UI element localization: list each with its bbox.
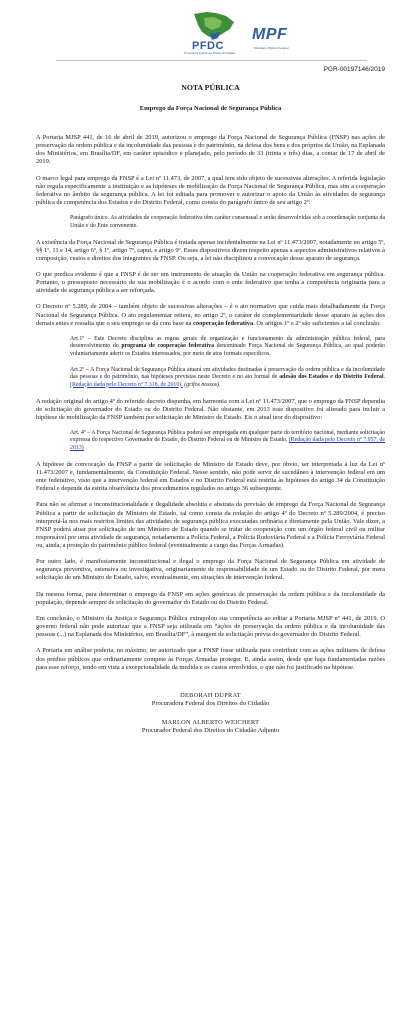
mpf-logo-text: MPF: [252, 26, 288, 43]
document-title: NOTA PÚBLICA: [181, 83, 240, 92]
paragraph-8: Para não se afirmar a inconstitucionalidade e ilegalidade absoluta e abstrata da previsão de emprego da Força Nacional de Segurança Pública a partir de solicitação de Ministro de Estado, tal como consta da redação do artigo 4º do Decreto nº 5.289/2004, é preciso interpretá-la nos mais restritos limites das atividades de segurança pública executadas ordinária e diretamente pela União. Vale dizer, a FNSP poderá atuar por solicitação de um Ministro de Estado quando se tratar de cooperação com um órgão federal civil ou militar responsável por uma atividade de segurança, notadamente a Polícia Federal, a Polícia Rodoviária Federal e a Polícia Ferroviária Federal ou, ainda, a proteção do patrimônio público federal (eventualmente a cargo das Forças Armadas).: [36, 501, 385, 549]
quote-3-emphasis: adesão dos Estados e do Distrito Federal: [279, 374, 384, 381]
logo-group: [184, 10, 344, 54]
paragraph-11: Em conclusão, o Ministro da Justiça e Segurança Pública extrapolou sua competência ao editar a Portaria MJSP nº 441, de 2019. O governo federal não pode autorizar que a FNSP seja utilizada em “ações de preservação da ordem pública e da incolumidade das pessoas (...) na Esplanada dos Ministérios, em Brasília/DF”, à margem de solicitação prévia do governador do Distrito Federal.: [36, 615, 385, 639]
signature-2: [36, 719, 385, 734]
paragraph-2: O marco legal para emprego da FNSP é a Lei nº 11.473, de 2007, a qual tem sido objeto de sucessivas alterações. A referida legislação não regula especificamente a instituição e as hipóteses de mobilização da Força Nacional de Segurança Pública, mas sim a cooperação federativa no âmbito da segurança pública. A lei foi editada para promover e autorizar o apoio da União às atividades de segurança pública de competência dos Estados e do Distrito Federal, como consta do parágrafo único de seu artigo 2º:: [36, 174, 385, 206]
paragraph-12: A Portaria em análise poderia, no máximo, ter autorizado que a FNSP fosse utilizada para contribuir com as ações militares de defesa dos prédios públicos que ordinariamente compete às Forças Armadas proteger. E, ainda assim, desde que haja fundamentadas razões para esse reforço, tendo em vista a excepcionalidade da medida e os custos envolvidos, o que não foi justificado na hipótese.: [36, 647, 385, 671]
paragraph-5-emphasis: cooperação federativa: [193, 319, 254, 327]
paragraph-5-text-c: . Os artigos 1º e 2º são suficientes a tal conclusão:: [253, 319, 381, 327]
brazil-map-icon: [190, 10, 238, 42]
quote-4-decree-link[interactable]: (Redação dada pelo Decreto nº 7.957, de 2013): [70, 437, 385, 451]
pfdc-logo-text: PFDC: [192, 40, 224, 52]
quote-4: [70, 430, 385, 452]
mpf-logo: [252, 24, 342, 54]
quote-4-text-a: Art. 4º – A Força Nacional de Segurança Pública poderá ser empregada em qualquer parte do território nacional, mediante solicitação expressa do respectivo Governador de Estado, do Distrito Federal ou de Ministro de Estado.: [70, 430, 385, 444]
quote-2: [70, 336, 385, 358]
pfdc-logo: [184, 10, 246, 54]
quote-3-note: (grifos nossos).: [182, 381, 221, 388]
mpf-logo-subtext: Ministério Público Federal: [254, 46, 289, 50]
signer-role: Procuradora Federal dos Direitos do Cidadão: [151, 699, 270, 707]
quote-3-text-a: Art.2º – A Força Nacional de Segurança Pública atuará em atividades destinadas à preservação da ordem pública e da incolumidade das pessoas e do patrimônio, nas hipóteses previstas neste Decreto e no ato formal de: [70, 366, 385, 381]
quote-3-text-c: .: [383, 374, 385, 381]
quote-2-text-a: Art.1º – Este Decreto disciplina as regras gerais de organização e funcionamento da administração pública federal, para desenvolvimento do: [70, 335, 385, 350]
quote-1: Parágrafo único. As atividades de cooperação federativa têm caráter consensual e serão desenvolvidas sob a coordenação conjunta da União e do Ente convenente.: [70, 215, 385, 229]
document-number: PGR-00197146/2019: [323, 66, 385, 73]
signer-role: Procurador Federal dos Direitos do Cidadão Adjunto: [141, 726, 280, 734]
signer-name: MARLON ALBERTO WEICHERT: [161, 718, 260, 726]
paragraph-1: A Portaria MJSP 441, de 16 de abril de 2019, autorizou o emprego da Força Nacional de Segurança Pública (FNSP) nas ações de preservação da ordem pública e da incolumidade das pessoas e do patrimônio, na defesa dos bens e dos próprios da União, na Esplanada dos Ministérios, em Brasília/DF, em caráter episódico e planejado, pelo período de 33 (trinta e três) dias, a contar de 17 de abril de 2019.: [36, 134, 385, 166]
paragraph-6: A redação original do artigo 4º do referido decreto dispunha, em harmonia com a Lei nº 11.473/2007, que o emprego da FNSP dependia de solicitação do governador do Estado ou do Distrito Federal. Não obstante, em 2013 esse dispositivo foi alterado para incluir a hipótese de mobilização da FNSP também por solicitação de Ministro de Estado. Eis o atual teor do dispositivo:: [36, 397, 385, 421]
signature-block: [36, 692, 385, 734]
paragraph-5-text-a: O Decreto nº 5.289, de 2004 – também objeto de sucessivas alterações – é o ato normativo que cuida mais detalhadamente da Força Nacional de Segurança Pública. O ato regulamentar reitera, no artigo 2º, o caráter de complementaridade desse aparato às ações dos demais entes e ressalta que o seu emprego se dá com base na: [36, 303, 385, 327]
paragraph-7: A hipótese de convocação da FNSP a partir de solicitação de Ministro de Estado deve, por óbvio, ser interpretada à luz da Lei nº 11.473/2007 e, fundamentalmente, da Constituição Federal. Nesse sentido, não pode servir de sucedâneo à intervenção federal em um ente federativo, visto que a intervenção federal em Estados e no Distrito Federal está restrita às hipóteses do artigo 34 da Constituição Federal e depende da estrita observância dos procedimentos regulados no artigo 36 subsequente.: [36, 460, 385, 493]
signature-1: [36, 692, 385, 707]
paragraph-5: [36, 303, 385, 327]
letterhead: [36, 0, 385, 62]
quote-3: [70, 367, 385, 389]
signer-name: DEBORAH DUPRAT: [180, 691, 241, 699]
paragraph-4: O que predica evidente é que a FNSP é de ser um instrumento de atuação da União na cooperação federativa em segurança pública. Portanto, o pressuposto necessário de sua mobilização é o acordo com o ente federativo que tenha a competência originária para a atividade de segurança pública a ser reforçada.: [36, 271, 385, 295]
quote-2-emphasis: programa de cooperação federativa: [121, 343, 215, 350]
header-divider: [56, 60, 367, 61]
pfdc-logo-subtext: Procuradoria Federal dos Direitos do Cidadão: [184, 52, 235, 55]
quote-2-text-c: denominado Força Nacional de Segurança Pública, ao qual poderão voluntariamente aderir os Estados interessados, por meio de atos formais específicos.: [70, 343, 385, 357]
document-subtitle: Emprego da Força Nacional de Segurança Pública: [139, 105, 282, 112]
paragraph-9: Por outro lado, é manifestamente inconstitucional e ilegal o emprego da Força Nacional de Segurança Pública em atividade de segurança preventiva, ostensiva ou investigativa, originariamente de responsabilidade de um Estado ou do Distrito Federal, por mera solicitação de um Ministro de Estado, salvo, eventualmente, em situações de intervenção federal.: [36, 558, 385, 582]
paragraph-10: Da mesma forma, para determinar o emprego da FNSP em ações genéricas de preservação da ordem pública e da incolumidade da população, depende sempre de solicitação do governador do Estado ou do Distrito Federal.: [36, 590, 385, 606]
quote-3-decree-link[interactable]: (Redação dada pelo Decreto nº 7.318, de 2010).: [70, 381, 183, 388]
paragraph-3: A existência da Força Nacional de Segurança Pública é tratada apenas incidentalmente na Lei nº 11.473/2007, notadamente no artigo 5º, §§ 1º, 11 e 14, artigo 6º, § 1º, artigo 7º, caput, e artigo 9º. Esses dispositivos dizem respeito apenas a aspectos administrativos relativos à composição, custos e direitos dos integrantes da FNSP. Ou seja, a lei não disciplinou a convocação desse aparato de segurança.: [36, 238, 385, 262]
